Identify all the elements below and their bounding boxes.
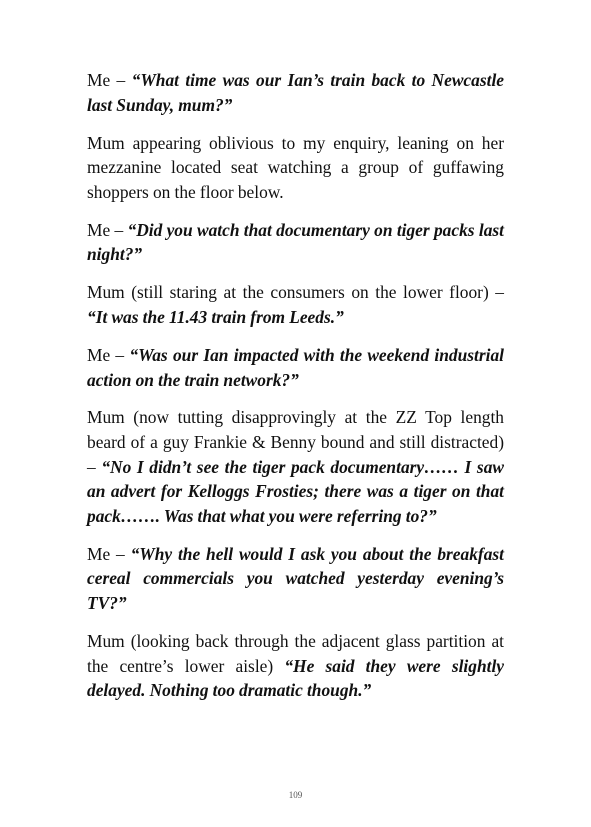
paragraph-1 [87, 68, 504, 117]
paragraph-1-lead: Me – [87, 70, 132, 90]
paragraph-8 [87, 629, 504, 703]
paragraph-5-quote: “Was our Ian impacted with the weekend industrial action on the train network?” [87, 344, 504, 390]
paragraph-4-quote: “It was the 11.43 train from Leeds.” [87, 306, 344, 327]
paragraph-7 [87, 542, 504, 616]
paragraph-5 [87, 343, 504, 392]
paragraph-1-quote: “What time was our Ian’s train back to Newcastle last Sunday, mum?” [87, 70, 504, 115]
paragraph-8-lead: Mum (looking back through the adjacent glass partition at the centre’s lower aisle) [87, 631, 504, 676]
page-number: 109 [288, 790, 303, 800]
paragraph-8-quote: “He said they were slightly delayed. Nothing too dramatic though.” [87, 655, 504, 701]
paragraph-7-quote: “Why the hell would I ask you about the breakfast cereal commercials you watched yesterday evening’s TV?” [87, 543, 504, 614]
paragraph-6-lead: Mum (now tutting disapprovingly at the ZZ Top length beard of a guy Frankie & Benny bound and still distracted) – [87, 407, 504, 477]
paragraph-3-quote: “Did you watch that documentary on tiger packs last night?” [87, 219, 504, 265]
paragraph-2 [87, 131, 504, 205]
page-body [87, 68, 504, 716]
paragraph-6-quote: “No I didn’t see the tiger pack documentary…… I saw an advert for Kelloggs Frosties; there was a tiger on that pack……. Was that what you were referring to?” [87, 456, 504, 526]
paragraph-5-lead: Me – [87, 344, 130, 365]
paragraph-3 [87, 218, 504, 267]
paragraph-2-lead: Mum appearing oblivious to my enquiry, leaning on her mezzanine located seat watching a group of guffawing shoppers on the floor below. [87, 132, 504, 202]
paragraph-4 [87, 280, 504, 329]
paragraph-7-lead: Me – [87, 543, 131, 564]
paragraph-4-lead: Mum (still staring at the consumers on the lower floor) – [87, 282, 504, 303]
paragraph-3-lead: Me – [87, 219, 128, 240]
paragraph-6 [87, 405, 504, 528]
